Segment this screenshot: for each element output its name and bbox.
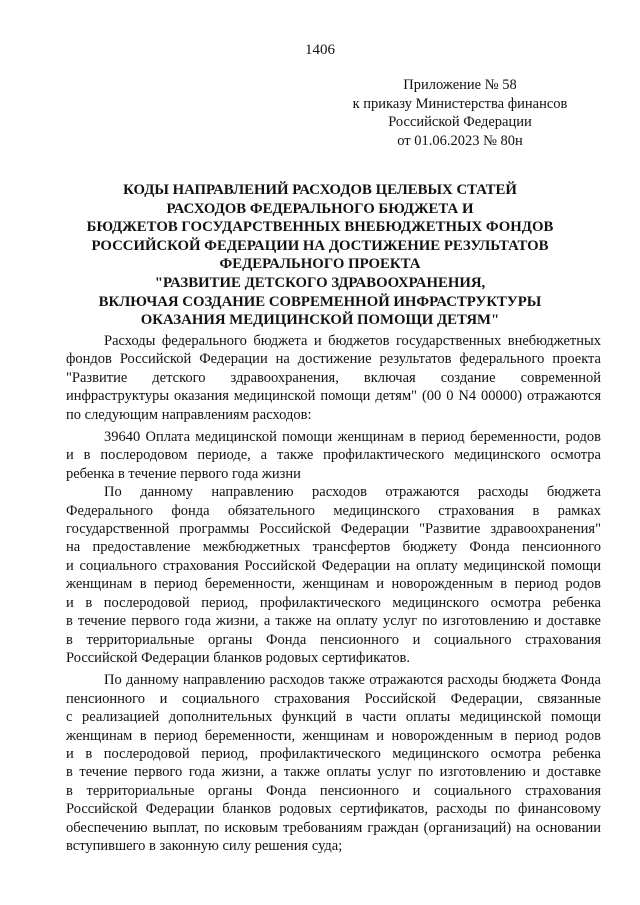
document-title bbox=[40, 181, 600, 330]
paragraph-additional-expenses bbox=[66, 671, 601, 855]
text-line: и в послеродовой период, профилактического медицинского осмотра ребенка bbox=[66, 594, 601, 611]
text-line: ребенка в течение первого года жизни bbox=[66, 465, 301, 482]
appendix-header bbox=[330, 76, 590, 150]
text-line: в течение первого года жизни, а также оплаты услуг по изготовлению и доставке bbox=[66, 764, 601, 781]
text-line: на предоставление межбюджетных трансфертов бюджету Фонда пенсионного bbox=[66, 539, 601, 556]
text-line: в течение первого года жизни, а также на оплату услуг по изготовлению и доставке bbox=[66, 613, 601, 630]
text-line: с реализацией дополнительных функций в части оплаты медицинской помощи bbox=[66, 709, 601, 726]
text-line: в территориальные органы Фонда пенсионного и социального страхования bbox=[66, 631, 601, 648]
text-line: и в послеродовом периоде, а также профилактического медицинского осмотра bbox=[66, 447, 601, 464]
page-number: 1406 bbox=[305, 42, 335, 58]
text-line: в территориальные органы Фонда пенсионного и социального страхования bbox=[66, 782, 601, 799]
title-line: ВКЛЮЧАЯ СОЗДАНИЕ СОВРЕМЕННОЙ ИНФРАСТРУКТУРЫ bbox=[98, 293, 542, 310]
title-line: РОССИЙСКОЙ ФЕДЕРАЦИИ НА ДОСТИЖЕНИЕ РЕЗУЛЬТАТОВ bbox=[91, 237, 549, 254]
document-body bbox=[66, 332, 601, 855]
paragraph-expense-description bbox=[66, 483, 601, 667]
appendix-line: Приложение № 58 bbox=[403, 77, 517, 93]
text-line: женщинам в период беременности, женщинам и новорожденным в период родов bbox=[66, 576, 601, 593]
title-line: "РАЗВИТИЕ ДЕТСКОГО ЗДРАВООХРАНЕНИЯ, bbox=[154, 274, 486, 291]
text-line: фондов Российской Федерации на достижение результатов федерального проекта bbox=[66, 351, 601, 368]
text-line: Расходы федерального бюджета и бюджетов государственных внебюджетных bbox=[104, 333, 601, 349]
text-line: обеспечению выплат, по исковым требованиям граждан (организаций) на основании bbox=[66, 819, 601, 836]
title-line: КОДЫ НАПРАВЛЕНИЙ РАСХОДОВ ЦЕЛЕВЫХ СТАТЕЙ bbox=[123, 182, 517, 198]
text-line: женщинам в период беременности, женщинам и новорожденным в период родов bbox=[66, 727, 601, 744]
text-line: вступившего в законную силу решения суда; bbox=[66, 837, 343, 854]
text-line: по следующим направлениям расходов: bbox=[66, 406, 312, 423]
title-line: ФЕДЕРАЛЬНОГО ПРОЕКТА bbox=[219, 256, 421, 273]
text-line: По данному направлению расходов отражаются расходы бюджета bbox=[104, 484, 601, 501]
text-line: инфраструктуры оказания медицинской помощи детям" (00 0 N4 00000) отражаются bbox=[66, 388, 601, 405]
text-line: пенсионного и социального страхования Российской Федерации, связанные bbox=[66, 690, 601, 707]
text-line: и в послеродовой период, профилактического медицинского осмотра ребенка bbox=[66, 745, 601, 762]
text-line: По данному направлению расходов также отражаются расходы бюджета Фонда bbox=[104, 672, 601, 689]
text-line: и социального страхования Российской Федерации на оплату медицинской помощи bbox=[66, 557, 601, 574]
text-line: Российской Федерации бланков родовых сертификатов. bbox=[66, 649, 410, 666]
title-line: БЮДЖЕТОВ ГОСУДАРСТВЕННЫХ ВНЕБЮДЖЕТНЫХ ФОНДОВ bbox=[86, 219, 554, 236]
intro-paragraph bbox=[66, 332, 601, 424]
title-line: РАСХОДОВ ФЕДЕРАЛЬНОГО БЮДЖЕТА И bbox=[166, 200, 474, 217]
appendix-line: к приказу Министерства финансов bbox=[352, 95, 568, 112]
appendix-line: от 01.06.2023 № 80н bbox=[397, 132, 523, 149]
text-line: 39640 Оплата медицинской помощи женщинам в период беременности, родов bbox=[104, 429, 601, 446]
text-line: Федерального фонда обязательного медицинского страхования в рамках bbox=[66, 502, 601, 519]
text-line: Российской Федерации бланков родовых сертификатов, расходы по финансовому bbox=[66, 801, 601, 818]
text-line: "Развитие детского здравоохранения, включая создание современной bbox=[66, 369, 601, 386]
title-line: ОКАЗАНИЯ МЕДИЦИНСКОЙ ПОМОЩИ ДЕТЯМ" bbox=[140, 312, 500, 329]
code-entry-39640 bbox=[66, 428, 601, 483]
appendix-line: Российской Федерации bbox=[388, 114, 532, 130]
text-line: государственной программы Российской Федерации "Развитие здравоохранения" bbox=[66, 521, 601, 538]
